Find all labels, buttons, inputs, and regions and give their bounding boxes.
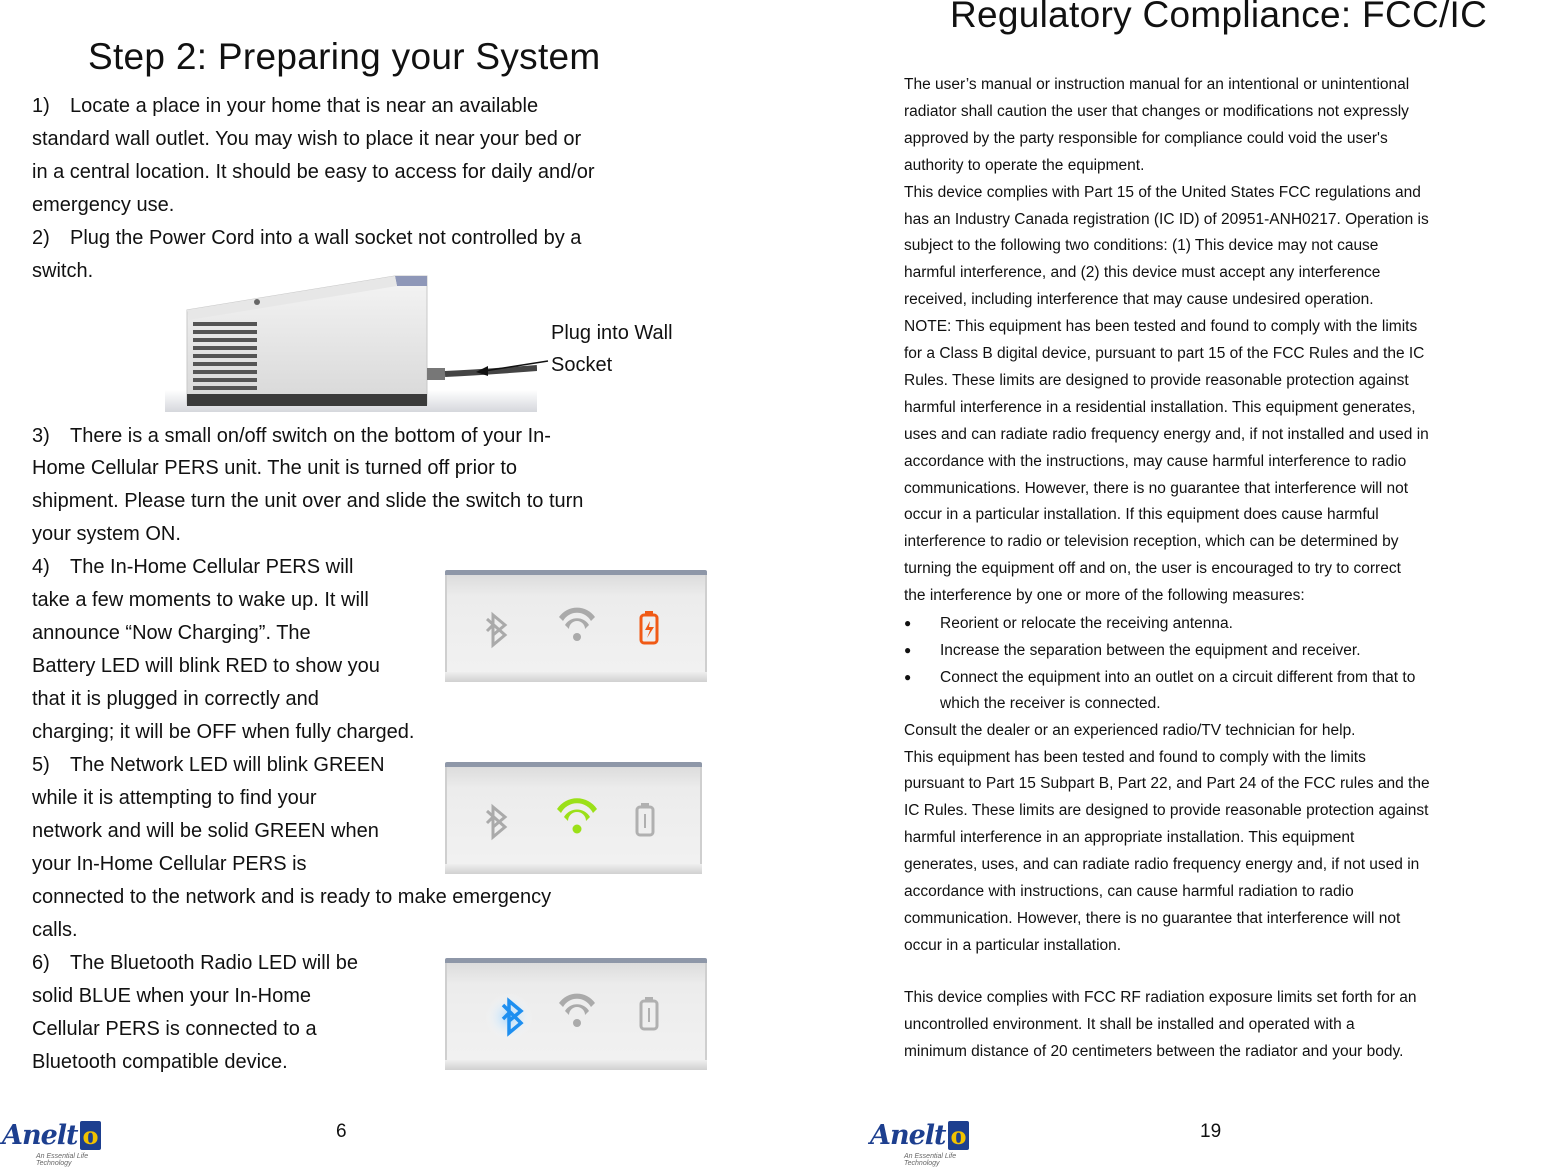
instruction-line: Home Cellular PERS unit. The unit is turned off prior to: [32, 457, 518, 479]
battery-icon: [637, 803, 653, 835]
regulatory-line: harmful interference in a residential installation. This equipment generates,: [904, 398, 1416, 416]
wifi-icon: [559, 994, 595, 1027]
instruction-line: standard wall outlet. You may wish to place it near your bed or: [32, 128, 582, 150]
instruction-line: Battery LED will blink RED to show you: [32, 655, 380, 677]
regulatory-line: the interference by one or more of the following measures:: [904, 587, 1305, 605]
regulatory-line: This equipment has been tested and found to comply with the limits: [904, 748, 1366, 766]
instruction-line: 6) The Bluetooth Radio LED will be: [32, 952, 358, 974]
instruction-line: solid BLUE when your In-Home: [32, 985, 312, 1007]
regulatory-line: interference to radio or television reception, which can be determined by: [904, 533, 1399, 551]
regulatory-line: The user’s manual or instruction manual for an intentional or unintentional: [904, 76, 1410, 93]
bluetooth-led-photo: [445, 958, 707, 1070]
bullet-item: which the receiver is connected.: [940, 694, 1161, 712]
regulatory-line: turning the equipment off and on, the user is encouraged to try to correct: [904, 560, 1401, 578]
regulatory-line: generates, uses, and can radiate radio frequency energy and, if not used in: [904, 856, 1420, 874]
page-number: 6: [336, 1121, 347, 1142]
instruction-line: take a few moments to wake up. It will: [32, 589, 369, 611]
device-illustration: [165, 272, 537, 412]
bullet-item: ● Increase the separation between the equipment and receiver.: [904, 641, 1361, 659]
regulatory-line: uncontrolled environment. It shall be installed and operated with a: [904, 1016, 1355, 1034]
instruction-line: switch.: [32, 260, 94, 282]
instruction-line: 1) Locate a place in your home that is near an available: [32, 95, 539, 117]
instruction-line: emergency use.: [32, 194, 175, 216]
instruction-line: while it is attempting to find your: [32, 787, 317, 809]
regulatory-line: authority to operate the equipment.: [904, 156, 1145, 174]
bluetooth-icon: [487, 807, 505, 837]
instruction-line: Bluetooth compatible device.: [32, 1051, 288, 1073]
regulatory-line: Rules. These limits are designed to provide reasonable protection against: [904, 371, 1409, 389]
instruction-line: network and will be solid GREEN when: [32, 820, 379, 842]
instruction-line: calls.: [32, 919, 78, 941]
page-title: Regulatory Compliance: FCC/IC: [950, 0, 1488, 35]
left-page: [0, 0, 770, 1167]
regulatory-line: minimum distance of 20 centimeters between the radiator and your body.: [904, 1043, 1404, 1061]
battery-icon: [641, 997, 657, 1029]
callout-arrow: [470, 355, 560, 385]
bullet-item: ● Connect the equipment into an outlet on a circuit different from that to: [904, 668, 1416, 686]
regulatory-line: for a Class B digital device, pursuant to part 15 of the FCC Rules and the IC: [904, 345, 1425, 362]
instruction-line: in a central location. It should be easy to access for daily and/or: [32, 161, 595, 183]
instruction-line: 4) The In-Home Cellular PERS will: [32, 556, 354, 578]
regulatory-line: has an Industry Canada registration (IC ID) of 20951-ANH0217. Operation is: [904, 210, 1429, 228]
regulatory-line: pursuant to Part 15 Subpart B, Part 22, and Part 24 of the FCC rules and the: [904, 775, 1430, 793]
regulatory-line: radiator shall caution the user that changes or modifications not expressly: [904, 102, 1409, 120]
anelto-logo: Anelt o An Essential Life Technology: [2, 1120, 120, 1160]
regulatory-line: approved by the party responsible for compliance could void the user's: [904, 129, 1388, 147]
page-title: Step 2: Preparing your System: [88, 36, 601, 77]
instruction-line: Cellular PERS is connected to a: [32, 1018, 317, 1040]
instruction-line: charging; it will be OFF when fully charged.: [32, 721, 415, 743]
regulatory-line: uses and can radiate radio frequency energy and, if not installed and used in: [904, 425, 1429, 443]
regulatory-line: occur in a particular installation. If this equipment does cause harmful: [904, 506, 1379, 524]
regulatory-line: accordance with instructions, can cause harmful radiation to radio: [904, 883, 1354, 900]
anelto-logo: Anelt o An Essential Life Technology: [870, 1120, 988, 1160]
regulatory-line: IC Rules. These limits are designed to provide reasonable protection against: [904, 802, 1429, 820]
page-number: 19: [1200, 1121, 1222, 1142]
regulatory-line: accordance with the instructions, may cause harmful interference to radio: [904, 452, 1407, 470]
regulatory-line: NOTE: This equipment has been tested and found to comply with the limits: [904, 318, 1418, 336]
regulatory-line: Consult the dealer or an experienced radio/TV technician for help.: [904, 721, 1356, 739]
bullet-item: ● Reorient or relocate the receiving antenna.: [904, 615, 1233, 632]
regulatory-line: This device complies with FCC RF radiation exposure limits set forth for an: [904, 989, 1417, 1007]
instruction-line: 3) There is a small on/off switch on the bottom of your In-: [32, 425, 551, 447]
regulatory-line: This device complies with Part 15 of the United States FCC regulations and: [904, 183, 1421, 201]
network-led-photo: [445, 762, 702, 874]
regulatory-line: received, including interference that may cause undesired operation.: [904, 291, 1374, 309]
regulatory-line: harmful interference in an appropriate installation. This equipment: [904, 829, 1355, 847]
wifi-icon: [557, 798, 597, 833]
bluetooth-icon: [487, 615, 505, 645]
instruction-line: 5) The Network LED will blink GREEN: [32, 754, 385, 776]
regulatory-line: communication. However, there is no guarantee that interference will not: [904, 909, 1401, 927]
instruction-line: that it is plugged in correctly and: [32, 688, 319, 710]
battery-led-photo: [445, 570, 707, 682]
instruction-line: connected to the network and is ready to make emergency: [32, 886, 552, 908]
regulatory-line: occur in a particular installation.: [904, 936, 1122, 954]
instruction-line: your system ON.: [32, 523, 181, 545]
regulatory-line: communications. However, there is no guarantee that interference will not: [904, 479, 1409, 497]
regulatory-line: subject to the following two conditions: (1) This device may not cause: [904, 237, 1379, 255]
instruction-line: your In-Home Cellular PERS is: [32, 853, 307, 875]
regulatory-line: harmful interference, and (2) this device must accept any interference: [904, 264, 1381, 282]
right-page: [770, 0, 1547, 1167]
instruction-line: shipment. Please turn the unit over and slide the switch to turn: [32, 490, 584, 512]
instruction-line: announce “Now Charging”. The: [32, 622, 311, 644]
battery-icon: [641, 611, 657, 643]
instruction-line: 2) Plug the Power Cord into a wall socket not controlled by a: [32, 227, 582, 249]
wifi-icon: [559, 608, 595, 641]
callout-plug-into-wall: Plug into Wall Socket: [551, 322, 673, 376]
